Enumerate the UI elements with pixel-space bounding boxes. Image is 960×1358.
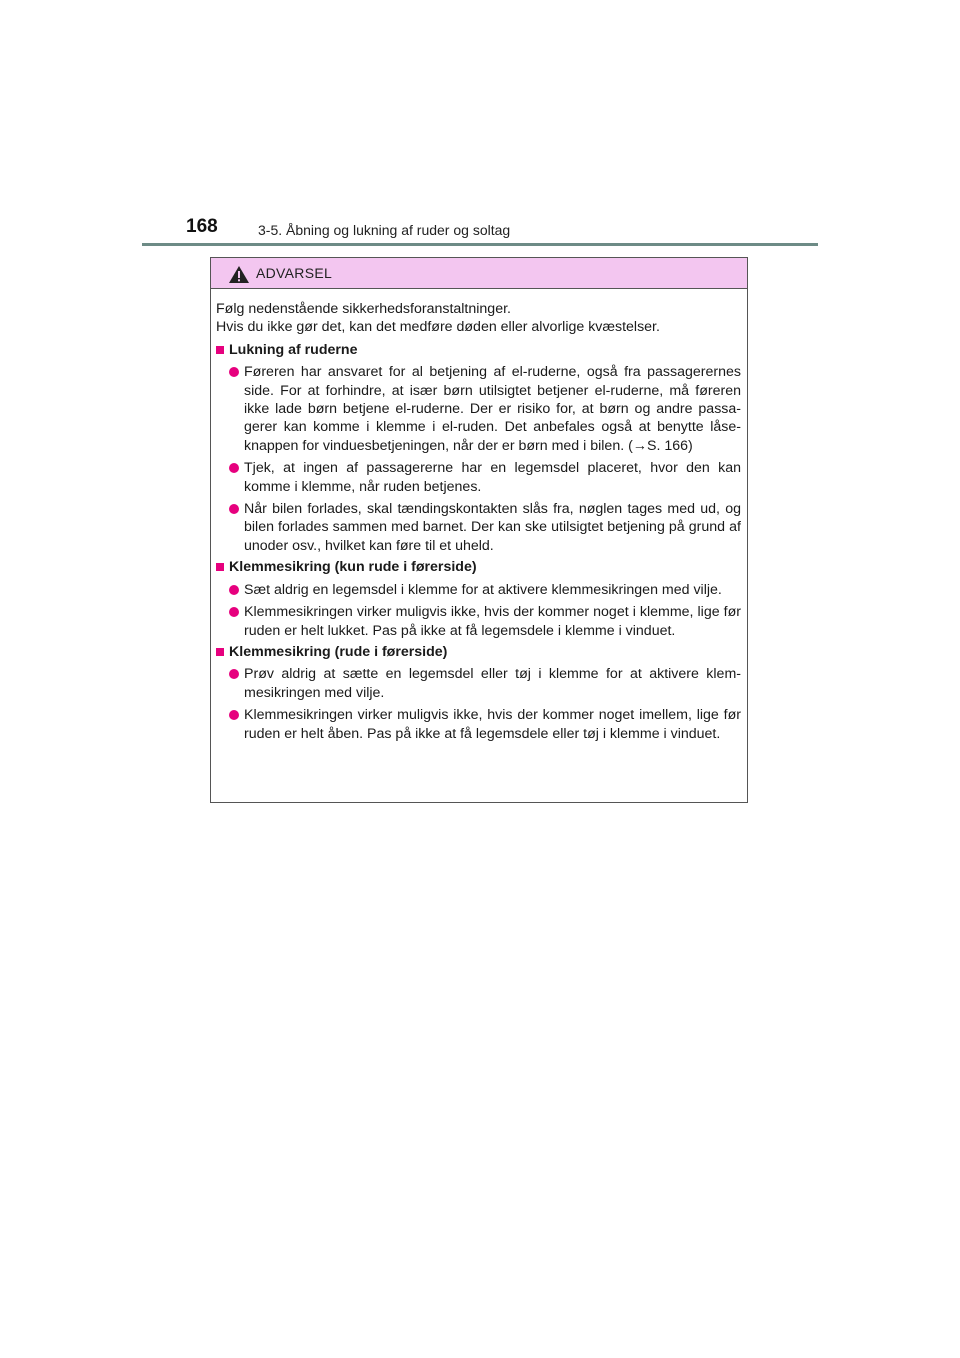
section-heading [216, 558, 742, 576]
list-item-text: Klemmesikringen virker muligvis ikke, hvis der kommer noget i klemme, lige før ruden er helt lukket. Pas på ikke at få legemsdele i klemme i vinduet. [244, 604, 741, 639]
list-item [216, 500, 742, 555]
section-title: 3-5. Åbning og lukning af ruder og soltag [258, 222, 511, 238]
section-heading-text: Klemmesikring (kun rude i førerside) [229, 559, 477, 576]
round-bullet-icon [229, 367, 239, 377]
section-jam-protection-driver [216, 643, 742, 743]
section-heading-text: Lukning af ruderne [229, 341, 358, 358]
list-item [216, 363, 742, 455]
square-bullet-icon [216, 346, 224, 354]
section-heading [216, 341, 742, 359]
warning-intro [216, 300, 742, 337]
list-item [216, 603, 742, 640]
list-item-text: Tjek, at ingen af passagererne har en legemsdel placeret, hvor den kan komme i klemme, når ruden betjenes. [244, 460, 741, 495]
square-bullet-icon [216, 563, 224, 571]
page-number: 168 [186, 216, 218, 237]
section-heading-text: Klemmesikring (rude i førerside) [229, 643, 448, 660]
header-divider [142, 243, 818, 246]
intro-line: Følg nedenstående sikkerhedsforanstaltninger. [216, 301, 511, 317]
section-jam-protection-driver-only [216, 558, 742, 640]
warning-box [210, 257, 748, 803]
list-item [216, 459, 742, 496]
round-bullet-icon [229, 504, 239, 514]
list-item [216, 665, 742, 702]
round-bullet-icon [229, 710, 239, 720]
list-item-text: Når bilen forlades, skal tændingskontakten slås fra, nøglen tages med ud, og bilen forlades sammen med barnet. Der kan ske utilsigtet betjening på grund af unoder osv., hvilket kan føre til et uheld. [244, 501, 741, 554]
round-bullet-icon [229, 607, 239, 617]
intro-line: Hvis du ikke gør det, kan det medføre døden eller alvorlige kvæstelser. [216, 319, 660, 336]
round-bullet-icon [229, 463, 239, 473]
section-heading [216, 643, 742, 661]
list-item [216, 581, 742, 599]
list-item-text: Sæt aldrig en legemsdel i klemme for at aktivere klemmesikringen med vilje. [244, 581, 722, 598]
square-bullet-icon [216, 648, 224, 656]
round-bullet-icon [229, 669, 239, 679]
round-bullet-icon [229, 585, 239, 595]
list-item-text: Føreren har ansvaret for al betjening af el-ruderne, også fra passagerernes side. For at forhindre, at især børn utilsigtet betjener el-ruderne, må føreren ikke lade børn betjene el-ruderne. Der er risiko for, at børn og andre passa-gerer kan komme i klemme i el-ruden. Det anbefales også at benytte låse-knappen for vinduesbetjeningen, når der er børn med i bilen. (→S. 166) [244, 364, 741, 454]
warning-body [211, 289, 747, 743]
list-item [216, 706, 742, 743]
section-closing-windows [216, 341, 742, 555]
warning-triangle-icon [228, 265, 250, 284]
warning-title: ADVARSEL [256, 265, 333, 281]
warning-header [211, 258, 747, 289]
list-item-text: Prøv aldrig at sætte en legemsdel eller tøj i klemme for at aktivere klem-mesikringen med vilje. [244, 666, 741, 701]
list-item-text: Klemmesikringen virker muligvis ikke, hvis der kommer noget imellem, lige før ruden er helt åben. Pas på ikke at få legemsdele eller tøj i klemme i vinduet. [244, 707, 741, 742]
